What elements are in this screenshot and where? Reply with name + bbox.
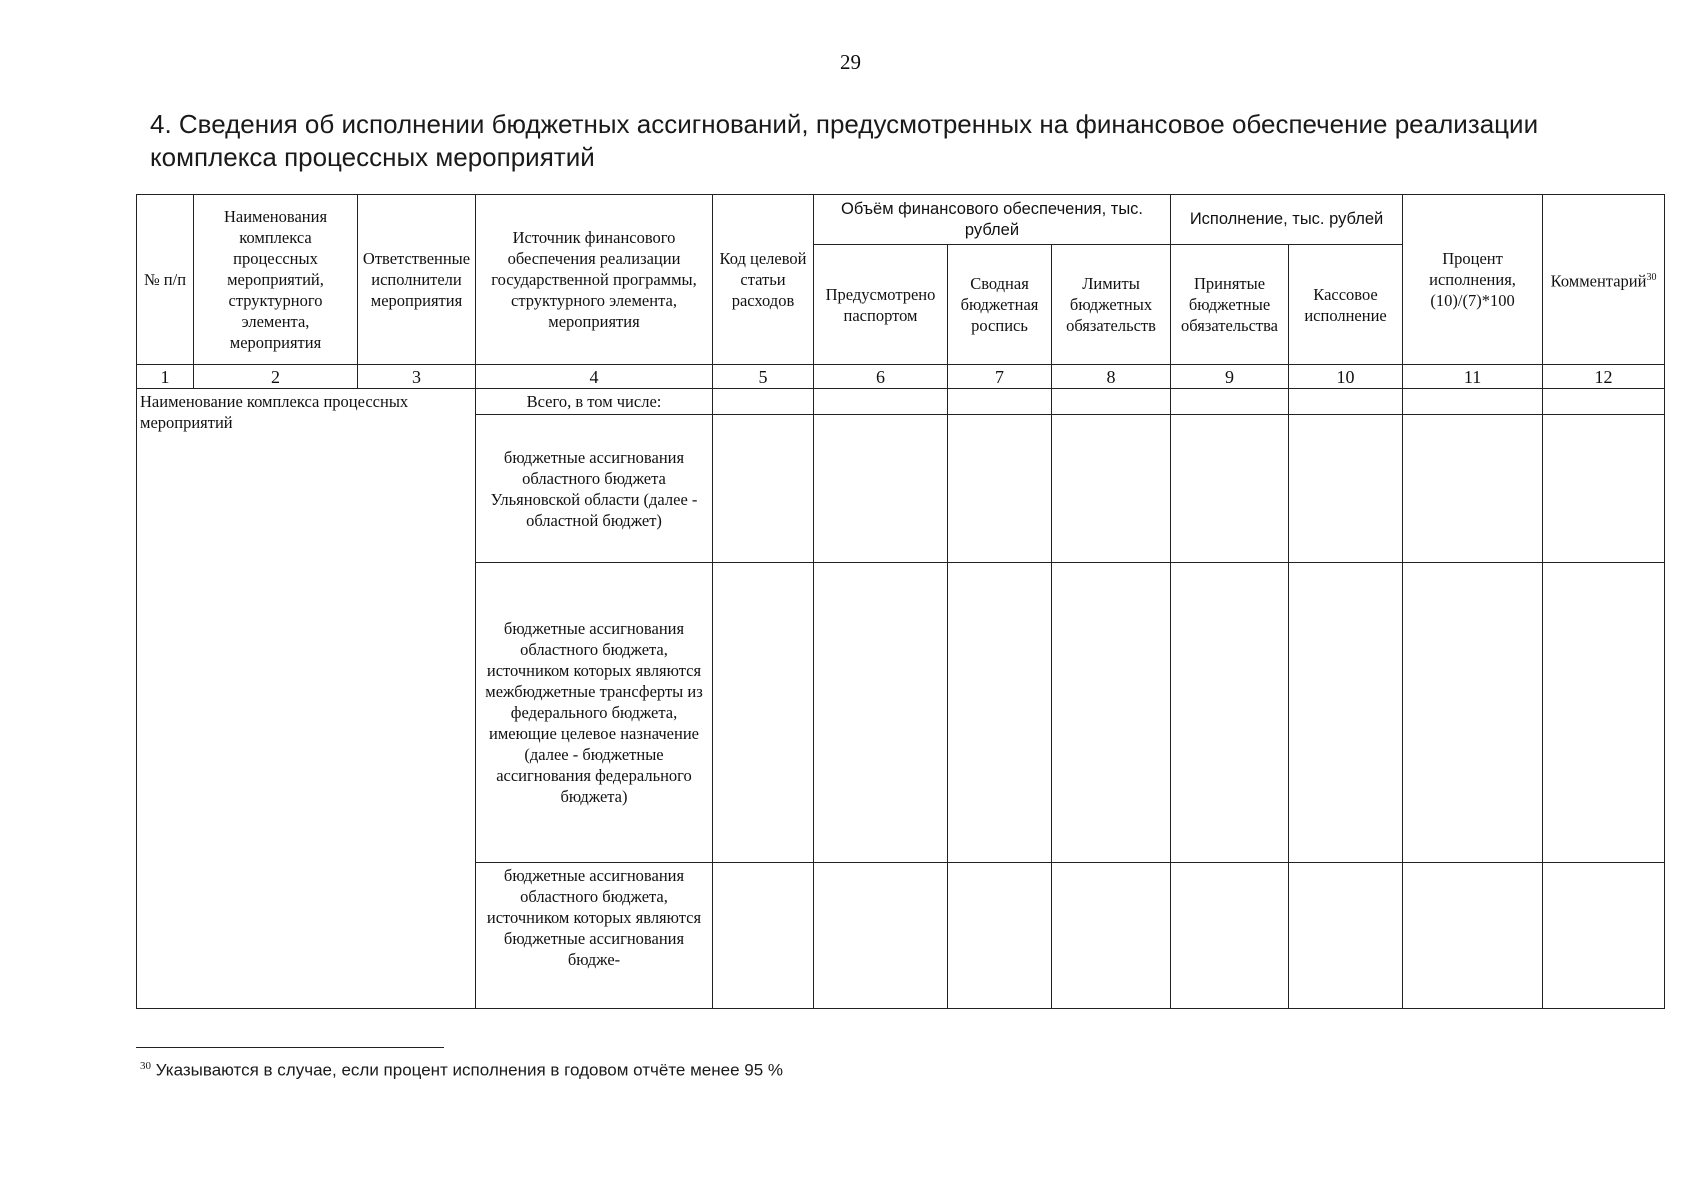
value-cell xyxy=(948,563,1052,863)
header-obligations: Принятые бюджетные обязательства xyxy=(1171,245,1289,365)
header-name: Наименования комплекса процессных мероприятий, структурного элемента, мероприятия xyxy=(194,195,358,365)
row-name: Наименование комплекса процессных мероприятий xyxy=(137,389,476,1009)
header-group-volume: Объём финансового обеспечения, тыс. рублей xyxy=(814,195,1171,245)
value-cell xyxy=(1403,389,1543,415)
column-number: 12 xyxy=(1543,365,1665,389)
page-number: 29 xyxy=(840,50,861,74)
column-number: 7 xyxy=(948,365,1052,389)
column-number: 2 xyxy=(194,365,358,389)
column-number: 8 xyxy=(1052,365,1171,389)
footnote-ref: 30 xyxy=(1646,272,1657,284)
value-cell xyxy=(1171,863,1289,1009)
value-cell xyxy=(814,415,948,563)
source-cell: бюджетные ассигнования областного бюджета Ульяновской области (далее - областной бюджет) xyxy=(476,415,713,563)
value-cell xyxy=(948,415,1052,563)
column-number: 4 xyxy=(476,365,713,389)
value-cell xyxy=(1289,389,1403,415)
value-cell xyxy=(1171,389,1289,415)
value-cell xyxy=(1543,863,1665,1009)
value-cell xyxy=(814,563,948,863)
header-planned: Предусмотрено паспортом xyxy=(814,245,948,365)
header-comment xyxy=(1543,195,1665,365)
value-cell xyxy=(713,563,814,863)
column-number: 3 xyxy=(358,365,476,389)
header-cash: Кассовое исполнение xyxy=(1289,245,1403,365)
value-cell xyxy=(1052,863,1171,1009)
value-cell xyxy=(1403,563,1543,863)
header-responsible: Ответственные исполнители мероприятия xyxy=(358,195,476,365)
budget-execution-table xyxy=(136,194,1665,1009)
value-cell xyxy=(1289,863,1403,1009)
value-cell xyxy=(1403,863,1543,1009)
value-cell xyxy=(948,389,1052,415)
footnote xyxy=(140,1060,783,1081)
column-number: 5 xyxy=(713,365,814,389)
value-cell xyxy=(1052,563,1171,863)
value-cell xyxy=(948,863,1052,1009)
column-number: 11 xyxy=(1403,365,1543,389)
value-cell xyxy=(713,415,814,563)
header-percent: Процент исполнения, (10)/(7)*100 xyxy=(1403,195,1543,365)
column-number: 10 xyxy=(1289,365,1403,389)
header-source: Источник финансового обеспечения реализации государственной программы, структурного элемента, мероприятия xyxy=(476,195,713,365)
value-cell xyxy=(814,389,948,415)
header-consolidated: Сводная бюджетная роспись xyxy=(948,245,1052,365)
header-group-execution: Исполнение, тыс. рублей xyxy=(1171,195,1403,245)
column-number: 6 xyxy=(814,365,948,389)
value-cell xyxy=(814,863,948,1009)
value-cell xyxy=(1171,415,1289,563)
value-cell xyxy=(713,863,814,1009)
column-number: 9 xyxy=(1171,365,1289,389)
footnote-text: Указываются в случае, если процент исполнения в годовом отчёте менее 95 % xyxy=(155,1060,784,1080)
value-cell xyxy=(1052,389,1171,415)
header-num: № п/п xyxy=(137,195,194,365)
source-cell: Всего, в том числе: xyxy=(476,389,713,415)
section-heading: 4. Сведения об исполнении бюджетных ассигнований, предусмотренных на финансовое обеспечение реализации комплекса процессных мероприятий xyxy=(150,109,1539,172)
value-cell xyxy=(1543,389,1665,415)
value-cell xyxy=(1543,563,1665,863)
header-code: Код целевой статьи расходов xyxy=(713,195,814,365)
value-cell xyxy=(1289,563,1403,863)
value-cell xyxy=(1543,415,1665,563)
value-cell xyxy=(1289,415,1403,563)
value-cell xyxy=(1403,415,1543,563)
header-comment-label: Комментарий xyxy=(1550,271,1647,291)
value-cell xyxy=(1052,415,1171,563)
column-number: 1 xyxy=(137,365,194,389)
value-cell xyxy=(1171,563,1289,863)
header-limits: Лимиты бюджетных обязательств xyxy=(1052,245,1171,365)
value-cell xyxy=(713,389,814,415)
footnote-mark: 30 xyxy=(140,1060,151,1072)
source-cell: бюджетные ассигнования областного бюджета, источником которых являются межбюджетные трансферты из федерального бюджета, имеющие целевое назначение (далее - бюджетные ассигнования федерального бюджета) xyxy=(476,563,713,863)
footnote-divider xyxy=(136,1047,444,1048)
source-cell: бюджетные ассигнования областного бюджета, источником которых являются бюджетные ассигнования бюдже- xyxy=(476,863,713,1009)
